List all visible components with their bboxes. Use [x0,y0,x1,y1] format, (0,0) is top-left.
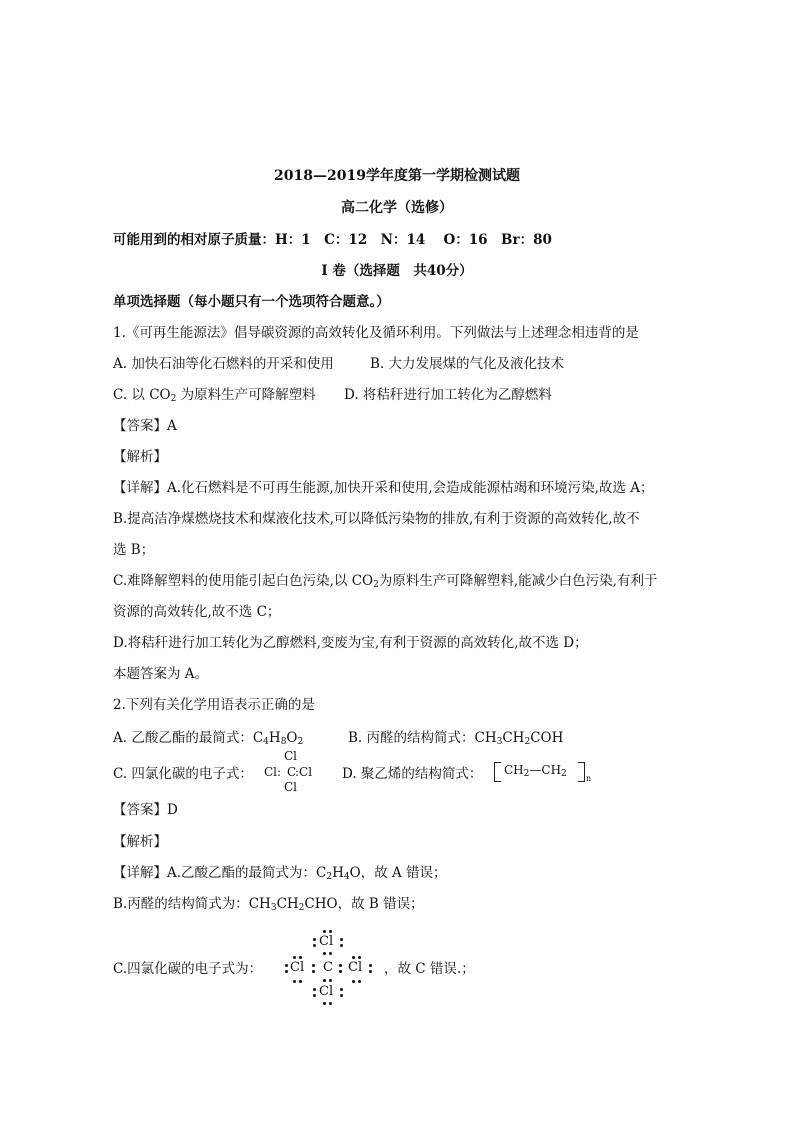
q1-detail-4-text-end: 为原料生产可降解塑料,能减少白色污染,有利于 [378,573,658,589]
q1-detail-4-subscript: 2 [373,580,379,590]
q1-detail-3: 选 B； [113,542,155,558]
q2-option-b-end: COH [530,730,564,746]
electron-dot [313,994,316,997]
q1-option-b: B. 大力发展煤的气化及液化技术 [370,356,565,372]
q2-option-a [113,729,303,747]
q1-detail-2: B.提高洁净煤燃烧技术和煤液化技术,可以降低污染物的排放,有利于资源的高效转化,故不 [113,511,640,527]
q2-detail-1-sub-2: 4 [343,872,350,882]
electron-dot [369,964,372,967]
electron-dot [323,979,326,982]
poly-sub-left: 2 [523,769,530,779]
q1-answer: 【答案】A [113,418,177,434]
electron-dot [313,988,316,991]
electron-dot [313,938,316,941]
lewis-big-center-c: C [323,960,333,975]
section-title: Ⅰ 卷（选择题 共40分） [321,263,473,279]
q1-detail-4-text: C.难降解塑料的使用能引起白色污染,以 CO [113,573,374,589]
electron-dot [340,988,343,991]
exam-title: 2018—2019学年度第一学期检测试题 [274,168,520,184]
electron-dot [339,964,342,967]
q2-detail-2-text: B.丙醛的结构简式为：CH [113,896,271,912]
electron-dot [329,1002,332,1005]
electron-dot [329,979,332,982]
left-bracket [494,762,501,782]
q1-option-c-text: C. 以 CO [113,387,171,403]
q2-detail-1-end: O，故 A 错误； [349,865,447,881]
q1-analysis-label: 【解析】 [113,449,167,465]
lewis-small-bottom-cl: Cl [284,780,298,794]
q2-detail-2-ch: CH [276,896,299,912]
electron-dot [299,956,302,959]
q2-detail-2-end: CHO，故 B 错误； [304,896,424,912]
q1-stem: 1.《可再生能源法》倡导碳资源的高效转化及循环利用。下列做法与上述理念相违背的是 [113,325,639,341]
electron-dot [293,956,296,959]
atomic-masses: 可能用到的相对原子质量：H：1 C：12 N：14 O：16 Br：80 [113,232,552,248]
electron-dot [339,970,342,973]
q2-option-b [348,729,563,747]
lewis-big-right-cl: Cl [348,960,363,975]
electron-dot [299,980,302,983]
polyethylene-repeat-unit [504,763,567,777]
q1-detail-1: 【详解】A.化石燃料是不可再生能源,加快开采和使用,会造成能源枯竭和环境污染,故选 A； [113,480,654,496]
q2-option-b-text: B. 丙醛的结构简式：CH [348,730,497,746]
electron-dot [323,952,326,955]
q1-option-c [113,386,316,404]
lewis-big-top-cl: Cl [319,934,334,949]
subject-title: 高二化学（选修） [341,200,453,216]
electron-dot [285,970,288,973]
q2-option-b-sub-2: 2 [524,737,531,747]
q2-option-b-sub-1: 3 [496,737,503,747]
q2-option-a-sub-2: 8 [280,737,287,747]
q2-option-b-ch: CH [502,730,525,746]
ccl4-lewis-structure-large [283,928,373,1008]
q1-option-d: D. 将秸秆进行加工转化为乙醇燃料 [344,387,552,403]
poly-bond: — [529,763,542,777]
lewis-small-center-c: C [287,765,297,779]
q2-stem: 2.下列有关化学用语表示正确的是 [113,697,315,713]
electron-dot [313,944,316,947]
q1-option-a: A. 加快石油等化石燃料的开采和使用 [113,356,334,372]
q2-option-d: D. 聚乙烯的结构简式： [342,766,483,782]
q2-analysis-label: 【解析】 [113,834,167,850]
lewis-small-top-cl: Cl [284,749,298,763]
q2-detail-1 [113,864,447,882]
electron-dot [329,952,332,955]
q2-option-c: C. 四氯化碳的电子式： [113,766,253,782]
ccl4-lewis-structure-small [264,750,320,796]
poly-n-subscript: n [586,774,592,783]
electron-dot [340,944,343,947]
q2-option-a-o: O [286,730,298,746]
q2-detail-1-text: 【详解】A.乙酸乙酯的最简式为：C [113,865,327,881]
q2-detail-2-sub-2: 2 [298,903,305,913]
right-bracket [578,762,585,782]
q2-detail-3-end: ，故 C 错误.； [384,961,475,977]
poly-ch-right: CH [541,763,562,777]
poly-sub-right: 2 [561,769,567,779]
q1-detail-4 [113,572,657,590]
section-instruction: 单项选择题（每小题只有一个选项符合题意。） [113,294,390,310]
q2-detail-3: C.四氯化碳的电子式为： [113,961,263,977]
lewis-small-left-cl: Cl: [264,765,282,779]
q2-option-a-sub-1: 4 [263,737,269,747]
electron-dot [352,980,355,983]
q2-detail-2 [113,895,424,913]
electron-dot [293,980,296,983]
q2-option-a-text: A. 乙酸乙酯的最简式：C [113,730,264,746]
polyethylene-formula [494,760,594,784]
electron-dot [340,938,343,941]
q1-conclusion: 本题答案为 A。 [113,666,209,682]
lewis-big-bottom-cl: Cl [319,984,334,999]
electron-dot [369,970,372,973]
electron-dot [340,994,343,997]
electron-dot [323,930,326,933]
electron-dot [312,970,315,973]
q2-option-a-h: H [268,730,281,746]
lewis-small-right-cl: :Cl [295,765,313,779]
q1-option-c-text-end: 为原料生产可降解塑料 [176,387,316,403]
q2-detail-2-sub-1: 3 [270,903,277,913]
q2-detail-1-sub-1: 2 [326,872,333,882]
q2-detail-1-h: H [332,865,344,881]
lewis-big-left-cl: Cl [290,960,305,975]
electron-dot [358,980,361,983]
q2-answer: 【答案】D [113,802,178,818]
electron-dot [358,956,361,959]
electron-dot [352,956,355,959]
q1-option-c-subscript: 2 [170,394,177,404]
q1-detail-5: 资源的高效转化,故不选 C； [113,604,281,620]
electron-dot [323,1002,326,1005]
poly-ch-left: CH [504,763,524,777]
q1-detail-6: D.将秸秆进行加工转化为乙醇燃料,变废为宝,有利于资源的高效转化,故不选 D； [113,635,588,651]
electron-dot [329,930,332,933]
electron-dot [285,964,288,967]
electron-dot [312,964,315,967]
q2-option-a-sub-3: 2 [297,737,304,747]
